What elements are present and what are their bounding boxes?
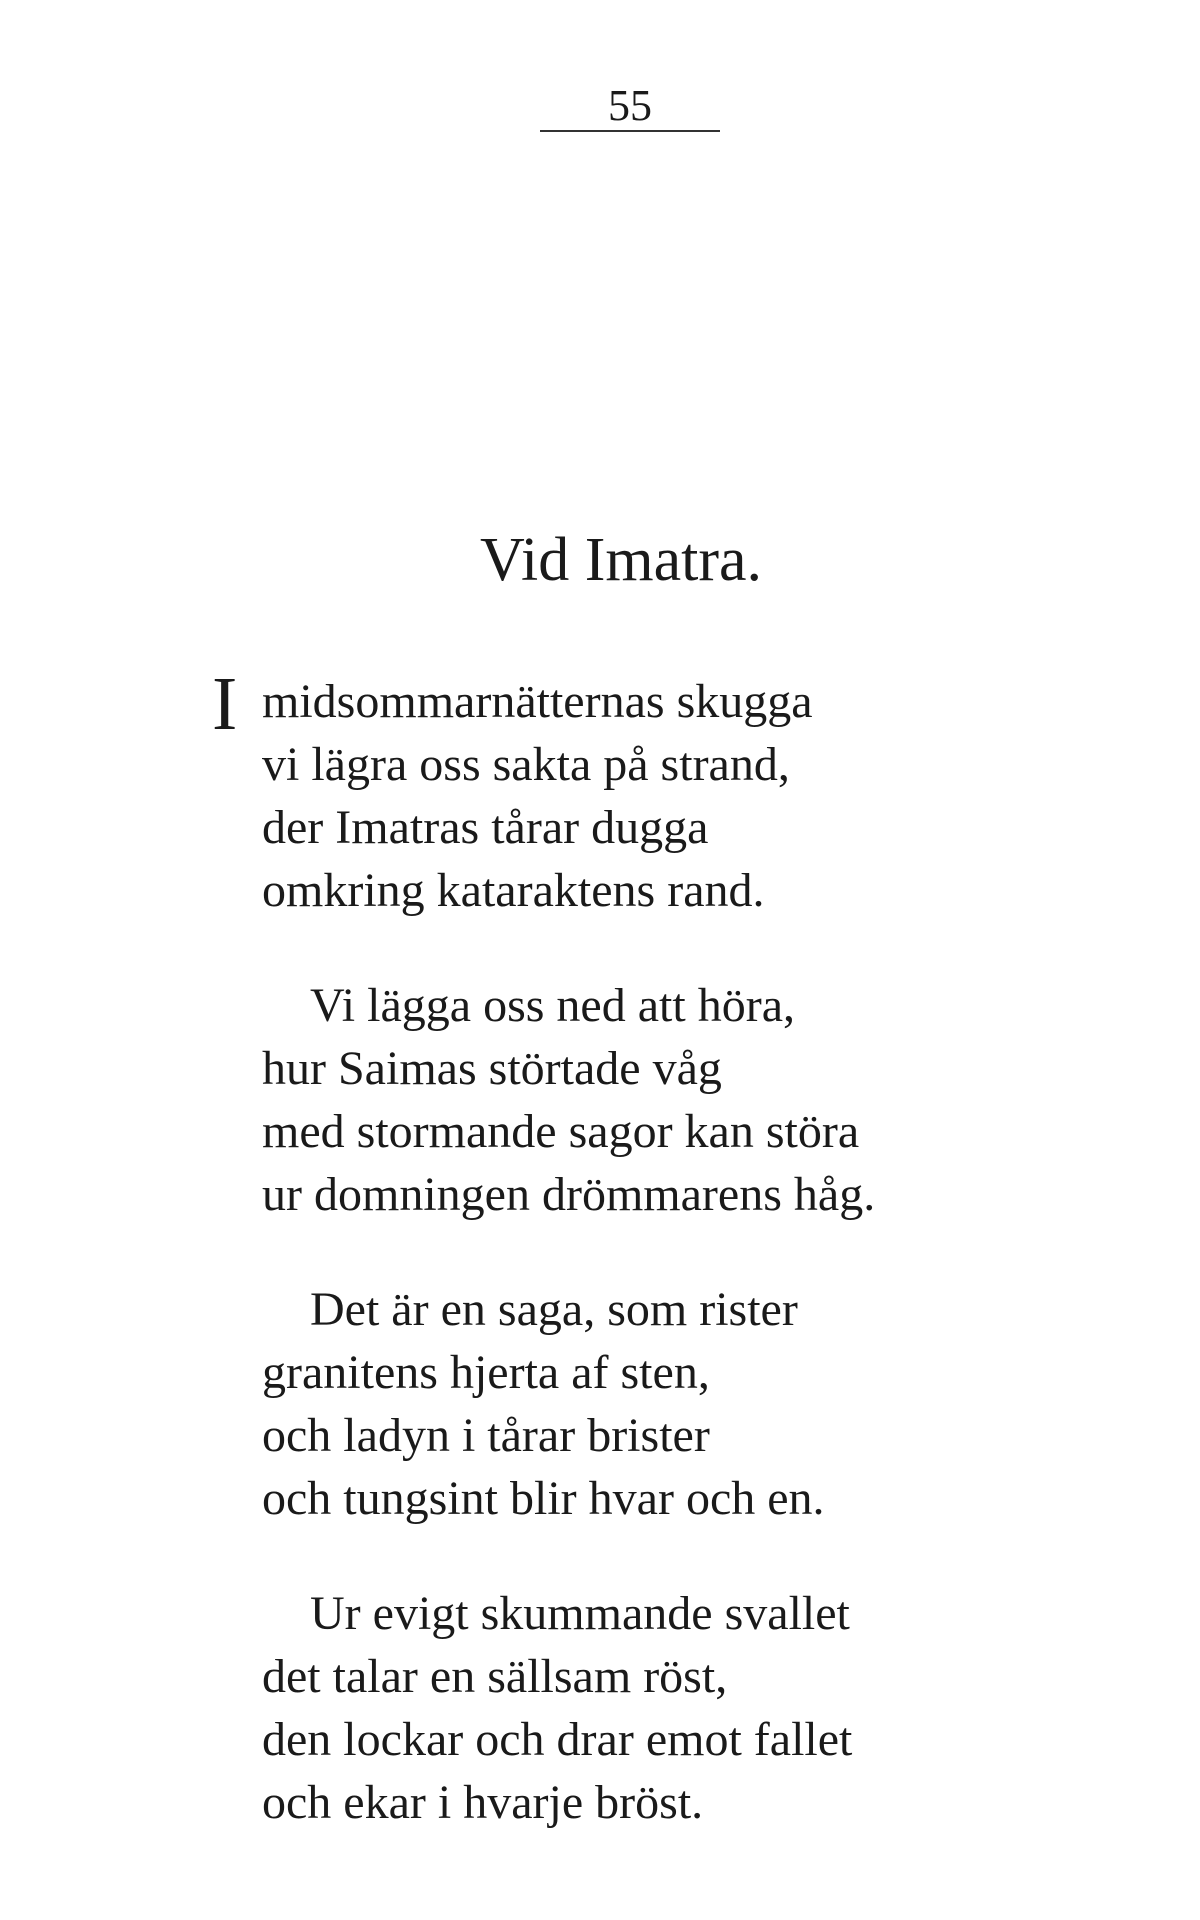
poem-line: midsommarnätternas skugga (262, 675, 813, 728)
drop-cap: I (212, 662, 238, 746)
stanza-4 (262, 1582, 1162, 1834)
poem-body (212, 662, 1162, 1886)
poem-line: vi lägra oss sakta på strand, (262, 738, 790, 791)
poem-line: ur domningen drömmarens håg. (262, 1168, 876, 1221)
poem-line: det talar en sällsam röst, (262, 1650, 728, 1703)
poem-line: och ekar i hvarje bröst. (262, 1776, 704, 1829)
poem-line: den lockar och drar emot fallet (262, 1713, 853, 1766)
poem-line: hur Saimas störtade våg (262, 1042, 722, 1095)
poem-line: der Imatras tårar dugga (262, 801, 709, 854)
poem-line: Vi lägga oss ned att höra, (310, 979, 795, 1032)
poem-line: Ur evigt skummande svallet (310, 1587, 850, 1640)
poem-title: Vid Imatra. (480, 526, 763, 594)
page-number-rule (540, 130, 720, 132)
poem-line: omkring kataraktens rand. (262, 864, 765, 917)
poem-line: och ladyn i tårar brister (262, 1409, 710, 1462)
stanza-2 (262, 974, 1162, 1226)
poem-line: och tungsint blir hvar och en. (262, 1472, 825, 1525)
poem-line: granitens hjerta af sten, (262, 1346, 710, 1399)
poem-line: med stormande sagor kan störa (262, 1105, 860, 1158)
stanza-1 (212, 662, 1162, 922)
stanza-3 (262, 1278, 1162, 1530)
page-number: 55 (608, 81, 652, 130)
poem-line: Det är en saga, som rister (310, 1283, 798, 1336)
